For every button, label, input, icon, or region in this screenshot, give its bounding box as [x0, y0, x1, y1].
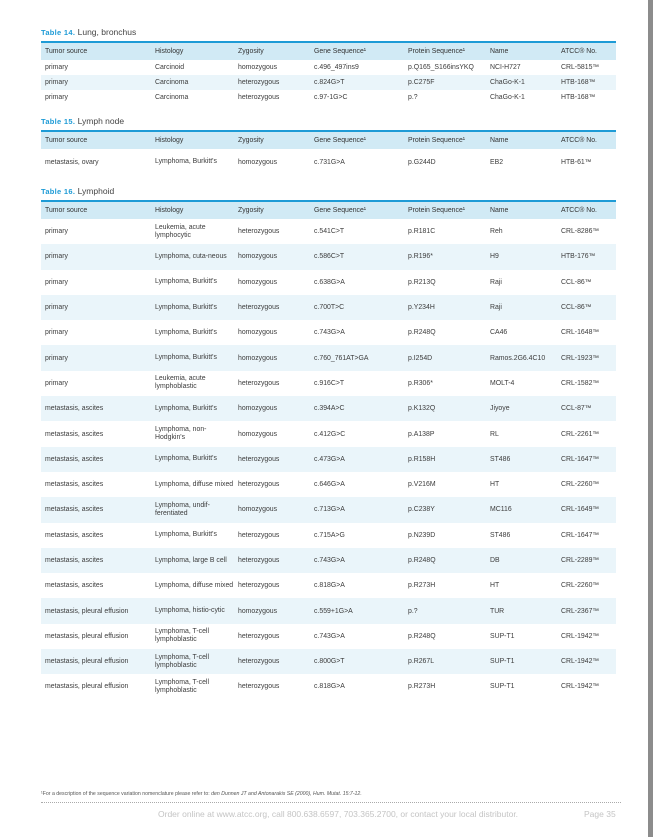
cell-tumor-source: metastasis, ascites: [45, 481, 104, 489]
cell-histology: Lymphoma, diffuse mixed: [155, 480, 234, 488]
cell-tumor-source: metastasis, pleural effusion: [45, 658, 129, 666]
cell-protein-sequence: p.R248Q: [408, 557, 436, 564]
cell-gene-sequence: c.760_761AT>GA: [314, 354, 369, 362]
cell-protein-sequence: p.?: [408, 607, 418, 615]
cell-name: Raji: [490, 278, 502, 286]
cell-zygosity: heterozygous: [238, 683, 280, 691]
cell-tumor-source: metastasis, ascites: [45, 430, 104, 438]
cell-name: EB2: [490, 158, 504, 166]
cell-zygosity: heterozygous: [238, 658, 280, 666]
cell-protein-sequence: p.R267L: [408, 658, 435, 666]
cell-tumor-source: metastasis, ascites: [45, 506, 104, 514]
cell-histology: Lymphoma, Burkitt's: [155, 328, 217, 336]
cell-tumor-source: metastasis, ascites: [45, 557, 104, 564]
cell-name: ChaGo-K-1: [490, 94, 525, 101]
footnote-citation: den Dunnen JT and Antonarakis SE (2000), Hum. Mutat. 15:7-12.: [211, 791, 362, 797]
cell-histology: Lymphoma, non-Hodgkin's: [155, 426, 207, 442]
header-gene-sequence: Gene Sequence¹: [314, 207, 367, 214]
cell-zygosity: heterozygous: [238, 455, 280, 463]
cell-atcc-no: CRL-2261™: [561, 430, 600, 438]
cell-protein-sequence: p.N239D: [408, 531, 436, 539]
cell-zygosity: homozygous: [238, 354, 278, 362]
table-row: [41, 149, 616, 175]
footer-divider: [41, 802, 621, 803]
cell-tumor-source: metastasis, pleural effusion: [45, 607, 129, 615]
cell-name: TUR: [490, 607, 505, 615]
cell-histology: Lymphoma, large B cell: [155, 556, 227, 564]
cell-zygosity: homozygous: [238, 430, 278, 438]
cell-histology: Lymphoma, undif-ferentiated: [155, 501, 210, 517]
cell-gene-sequence: c.800G>T: [314, 658, 345, 666]
cell-tumor-source: primary: [45, 94, 68, 101]
cell-gene-sequence: c.715A>G: [314, 531, 345, 539]
table-row: [41, 624, 616, 649]
cell-atcc-no: CRL-1942™: [561, 632, 600, 640]
cell-gene-sequence: c.412G>C: [314, 430, 346, 438]
cell-zygosity: homozygous: [238, 64, 278, 71]
cell-atcc-no: CRL-1648™: [561, 329, 600, 337]
table-row: [41, 60, 616, 75]
table-15: [41, 130, 616, 175]
table-header-row: [41, 201, 616, 219]
header-atcc-no: ATCC® No.: [561, 137, 597, 144]
cell-zygosity: homozygous: [238, 506, 278, 514]
table-row: [41, 548, 616, 573]
cell-tumor-source: metastasis, pleural effusion: [45, 683, 129, 691]
header-name: Name: [490, 48, 509, 55]
cell-name: Jiyoye: [490, 405, 510, 413]
cell-zygosity: homozygous: [238, 158, 278, 166]
header-tumor-source: Tumor source: [45, 207, 88, 214]
cell-histology: Lymphoma, Burkitt's: [155, 354, 217, 362]
cell-histology: Lymphoma, T-cell lymphoblastic: [155, 628, 209, 644]
cell-histology: Lymphoma, diffuse mixed: [155, 581, 234, 589]
cell-atcc-no: CRL-2260™: [561, 582, 600, 590]
cell-gene-sequence: c.916C>T: [314, 379, 345, 387]
cell-atcc-no: HTB-176™: [561, 253, 596, 261]
cell-name: Ramos.2G6.4C10: [490, 354, 546, 362]
cell-atcc-no: CRL-1942™: [561, 658, 600, 666]
cell-atcc-no: CCL-86™: [561, 304, 592, 312]
table-16: [41, 200, 616, 700]
cell-tumor-source: metastasis, ascites: [45, 582, 104, 590]
cell-tumor-source: primary: [45, 228, 68, 236]
cell-tumor-source: metastasis, ovary: [45, 158, 99, 166]
cell-gene-sequence: c.559+1G>A: [314, 607, 353, 615]
cell-atcc-no: HTB-168™: [561, 94, 596, 101]
cell-atcc-no: CRL-1647™: [561, 531, 600, 539]
header-zygosity: Zygosity: [238, 137, 264, 144]
cell-tumor-source: primary: [45, 354, 68, 362]
cell-gene-sequence: c.818G>A: [314, 683, 345, 691]
cell-gene-sequence: c.700T>C: [314, 304, 345, 312]
footnote: [41, 791, 362, 797]
cell-gene-sequence: c.496_497ins9: [314, 64, 359, 71]
header-histology: Histology: [155, 207, 184, 214]
table-row: [41, 573, 616, 598]
table-row: [41, 396, 616, 421]
cell-histology: Lymphoma, Burkitt's: [155, 303, 217, 311]
cell-protein-sequence: p.R273H: [408, 582, 436, 590]
cell-gene-sequence: c.713G>A: [314, 506, 345, 514]
header-protein-sequence: Protein Sequence¹: [408, 207, 466, 214]
cell-protein-sequence: p.K132Q: [408, 405, 436, 413]
cell-histology: Lymphoma, Burkitt's: [155, 531, 217, 539]
cell-histology: Lymphoma, T-cell lymphoblastic: [155, 653, 209, 669]
table-15-title: [41, 115, 616, 127]
table-15-caption: Lymph node: [77, 116, 125, 126]
cell-name: HT: [490, 481, 500, 489]
cell-name: RL: [490, 430, 499, 438]
table-row: [41, 371, 616, 396]
cell-protein-sequence: p.R248Q: [408, 632, 436, 640]
table-row: [41, 75, 616, 90]
header-tumor-source: Tumor source: [45, 137, 88, 144]
cell-zygosity: heterozygous: [238, 379, 280, 387]
table-row: [41, 320, 616, 345]
cell-atcc-no: CRL-1942™: [561, 683, 600, 691]
cell-tumor-source: primary: [45, 278, 68, 286]
cell-protein-sequence: p.Y234H: [408, 304, 435, 312]
cell-atcc-no: CRL-2367™: [561, 607, 600, 615]
cell-tumor-source: metastasis, ascites: [45, 531, 104, 539]
cell-protein-sequence: p.A138P: [408, 430, 435, 438]
cell-tumor-source: metastasis, ascites: [45, 455, 104, 463]
table-16-caption: Lymphoid: [77, 186, 115, 196]
cell-name: Reh: [490, 228, 503, 236]
cell-zygosity: heterozygous: [238, 582, 280, 590]
cell-protein-sequence: p.R273H: [408, 683, 436, 691]
cell-name: MOLT-4: [490, 379, 515, 387]
cell-atcc-no: HTB-168™: [561, 79, 596, 86]
cell-name: SUP-T1: [490, 632, 515, 640]
cell-gene-sequence: c.743G>A: [314, 557, 345, 564]
cell-name: MC116: [490, 506, 512, 514]
cell-zygosity: homozygous: [238, 405, 278, 413]
cell-gene-sequence: c.824G>T: [314, 79, 345, 86]
header-atcc-no: ATCC® No.: [561, 207, 597, 214]
cell-protein-sequence: p.R181C: [408, 228, 436, 236]
cell-histology: Lymphoma, histio-cytic: [155, 607, 225, 615]
cell-name: ChaGo-K-1: [490, 79, 525, 86]
cell-atcc-no: CCL-86™: [561, 278, 592, 286]
table-header-row: [41, 42, 616, 60]
cell-tumor-source: primary: [45, 379, 68, 387]
cell-protein-sequence: p.R306*: [408, 379, 433, 387]
cell-name: SUP-T1: [490, 658, 515, 666]
cell-atcc-no: CRL-1649™: [561, 506, 600, 514]
table-14-caption: Lung, bronchus: [77, 27, 137, 37]
cell-gene-sequence: c.638G>A: [314, 278, 345, 286]
cell-atcc-no: CCL-87™: [561, 405, 592, 413]
table-row: [41, 270, 616, 295]
cell-zygosity: heterozygous: [238, 304, 280, 312]
cell-atcc-no: CRL-1582™: [561, 379, 600, 387]
cell-atcc-no: CRL-2260™: [561, 481, 600, 489]
cell-name: H9: [490, 253, 499, 261]
cell-histology: Lymphoma, Burkitt's: [155, 278, 217, 286]
table-row: [41, 295, 616, 320]
cell-protein-sequence: p.Q165_S166insYKQ: [408, 64, 474, 71]
table-14-label: Table 14.: [41, 28, 76, 37]
footer-contact: Order online at www.atcc.org, call 800.638.6597, 703.365.2700, or contact your local distributor.: [158, 809, 519, 819]
cell-tumor-source: primary: [45, 64, 68, 71]
header-atcc-no: ATCC® No.: [561, 48, 597, 55]
table-16-title: [41, 185, 616, 197]
table-15-label: Table 15.: [41, 117, 76, 126]
header-name: Name: [490, 137, 509, 144]
header-gene-sequence: Gene Sequence¹: [314, 48, 367, 55]
cell-tumor-source: primary: [45, 253, 68, 261]
cell-atcc-no: CRL-8286™: [561, 228, 600, 236]
page-edge-bar: [648, 0, 653, 837]
cell-histology: Carcinoma: [155, 78, 189, 86]
cell-zygosity: heterozygous: [238, 481, 280, 489]
cell-name: NCI-H727: [490, 64, 521, 71]
cell-histology: Lymphoma, Burkitt's: [155, 158, 217, 165]
cell-zygosity: homozygous: [238, 329, 278, 337]
table-row: [41, 497, 616, 522]
cell-gene-sequence: c.646G>A: [314, 481, 345, 489]
cell-gene-sequence: c.394A>C: [314, 405, 345, 413]
cell-name: SUP-T1: [490, 683, 515, 691]
cell-tumor-source: primary: [45, 329, 68, 337]
cell-atcc-no: CRL-1647™: [561, 455, 600, 463]
cell-histology: Carcinoma: [155, 93, 189, 101]
header-zygosity: Zygosity: [238, 48, 264, 55]
table-row: [41, 90, 616, 105]
cell-protein-sequence: p.R248Q: [408, 329, 436, 337]
cell-histology: Leukemia, acute lymphoblastic: [155, 375, 206, 391]
cell-zygosity: heterozygous: [238, 228, 280, 236]
cell-atcc-no: CRL-1923™: [561, 354, 600, 362]
page-number: Page 35: [584, 809, 616, 819]
tables-container: [41, 26, 616, 700]
table-row: [41, 421, 616, 446]
cell-gene-sequence: c.586C>T: [314, 253, 345, 261]
cell-gene-sequence: c.743G>A: [314, 329, 345, 337]
cell-gene-sequence: c.541C>T: [314, 228, 345, 236]
table-row: [41, 472, 616, 497]
table-row: [41, 674, 616, 699]
cell-tumor-source: primary: [45, 304, 68, 312]
cell-protein-sequence: p.R196*: [408, 253, 433, 261]
header-histology: Histology: [155, 48, 184, 55]
table-row: [41, 219, 616, 244]
table-row: [41, 244, 616, 269]
cell-name: DB: [490, 557, 500, 564]
cell-protein-sequence: p.C275F: [408, 79, 435, 86]
cell-atcc-no: CRL-2289™: [561, 557, 600, 564]
cell-tumor-source: metastasis, ascites: [45, 405, 104, 413]
cell-protein-sequence: p.R213Q: [408, 278, 436, 286]
header-gene-sequence: Gene Sequence¹: [314, 137, 367, 144]
cell-zygosity: heterozygous: [238, 632, 280, 640]
header-zygosity: Zygosity: [238, 207, 264, 214]
cell-gene-sequence: c.731G>A: [314, 158, 345, 166]
cell-name: HT: [490, 582, 500, 590]
table-row: [41, 598, 616, 623]
table-row: [41, 649, 616, 674]
cell-name: CA46: [490, 329, 508, 337]
cell-gene-sequence: c.473G>A: [314, 455, 345, 463]
cell-histology: Lymphoma, cuta-neous: [155, 252, 227, 260]
footnote-text: ¹For a description of the sequence variation nomenclature please refer to:: [41, 791, 210, 797]
table-14-title: [41, 26, 616, 38]
cell-zygosity: homozygous: [238, 607, 278, 615]
cell-name: ST486: [490, 531, 511, 539]
cell-gene-sequence: c.818G>A: [314, 582, 345, 590]
table-16-label: Table 16.: [41, 187, 76, 196]
cell-histology: Lymphoma, T-cell lymphoblastic: [155, 678, 209, 694]
cell-name: Raji: [490, 304, 502, 312]
cell-zygosity: heterozygous: [238, 557, 280, 564]
header-protein-sequence: Protein Sequence¹: [408, 137, 466, 144]
header-name: Name: [490, 207, 509, 214]
cell-protein-sequence: p.R158H: [408, 455, 436, 463]
cell-protein-sequence: p.?: [408, 94, 418, 101]
table-row: [41, 447, 616, 472]
cell-zygosity: heterozygous: [238, 79, 280, 86]
cell-tumor-source: primary: [45, 79, 68, 86]
cell-histology: Leukemia, acute lymphocytic: [155, 223, 206, 239]
cell-gene-sequence: c.97-1G>C: [314, 94, 348, 101]
cell-atcc-no: HTB-61™: [561, 158, 592, 166]
cell-protein-sequence: p.V216M: [408, 481, 436, 489]
table-14: [41, 41, 616, 105]
cell-zygosity: homozygous: [238, 253, 278, 261]
table-header-row: [41, 131, 616, 149]
cell-name: ST486: [490, 455, 511, 463]
cell-tumor-source: metastasis, pleural effusion: [45, 632, 129, 640]
header-tumor-source: Tumor source: [45, 48, 88, 55]
cell-zygosity: heterozygous: [238, 94, 280, 101]
cell-protein-sequence: p.G244D: [408, 158, 436, 166]
cell-histology: Lymphoma, Burkitt's: [155, 455, 217, 463]
table-row: [41, 345, 616, 370]
cell-zygosity: heterozygous: [238, 531, 280, 539]
cell-zygosity: homozygous: [238, 278, 278, 286]
cell-protein-sequence: p.I254D: [408, 354, 433, 362]
table-row: [41, 523, 616, 548]
header-protein-sequence: Protein Sequence¹: [408, 48, 466, 55]
cell-gene-sequence: c.743G>A: [314, 632, 345, 640]
header-histology: Histology: [155, 137, 184, 144]
cell-atcc-no: CRL-5815™: [561, 64, 600, 71]
cell-histology: Carcinoid: [155, 63, 185, 71]
cell-protein-sequence: p.C238Y: [408, 506, 435, 514]
cell-histology: Lymphoma, Burkitt's: [155, 404, 217, 412]
